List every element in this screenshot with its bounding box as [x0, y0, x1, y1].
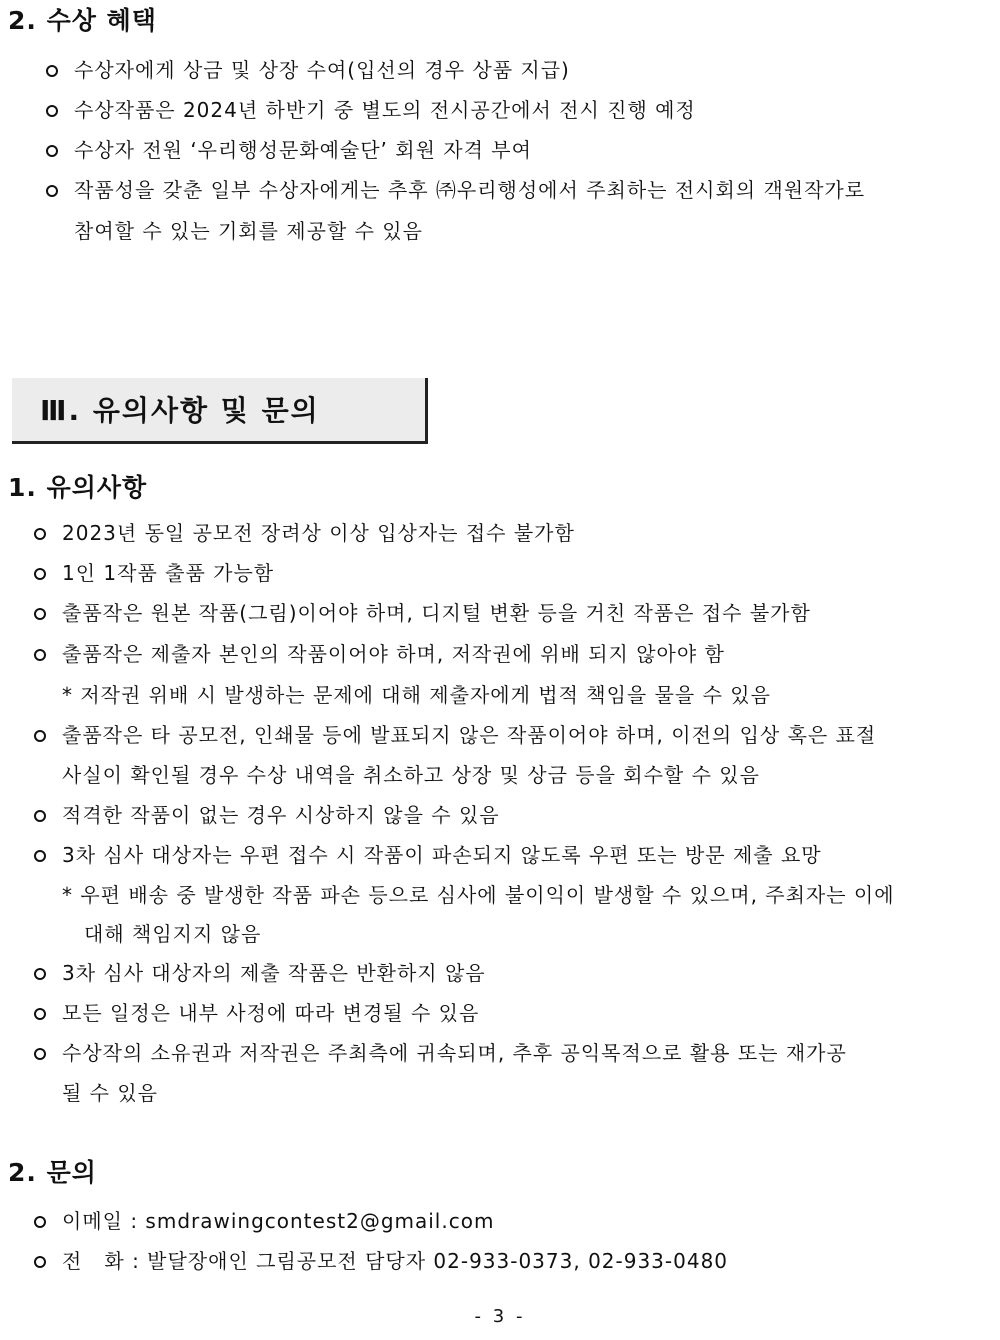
list-item-continuation: 될 수 있음 — [62, 1081, 158, 1105]
contact-email: 이메일 : smdrawingcontest2@gmail.com — [62, 1209, 495, 1233]
bullet-circle-icon — [34, 528, 46, 540]
bullet-circle-icon — [34, 1216, 46, 1228]
bullet-circle-icon — [34, 1008, 46, 1020]
subsection-heading-notes: 1. 유의사항 — [8, 473, 148, 502]
bullet-circle-icon — [34, 968, 46, 980]
bullet-circle-icon — [46, 105, 58, 117]
list-item: 수상작품은 2024년 하반기 중 별도의 전시공간에서 전시 진행 예정 — [74, 98, 696, 122]
bullet-circle-icon — [46, 65, 58, 77]
list-item: 1인 1작품 출품 가능함 — [62, 561, 275, 585]
list-item-continuation: 사실이 확인될 경우 수상 내역을 취소하고 상장 및 상금 등을 회수할 수 있음 — [62, 763, 760, 787]
list-item-note-continuation: 대해 책임지지 않음 — [84, 922, 262, 946]
bullet-circle-icon — [34, 810, 46, 822]
list-item-note: * 우편 배송 중 발생한 작품 파손 등으로 심사에 불이익이 발생할 수 있으며, 주최자는 이에 — [62, 883, 895, 907]
bullet-circle-icon — [34, 568, 46, 580]
list-item: 출품작은 타 공모전, 인쇄물 등에 발표되지 않은 작품이어야 하며, 이전의 입상 혹은 표절 — [62, 723, 877, 747]
list-item: 2023년 동일 공모전 장려상 이상 입상자는 접수 불가함 — [62, 521, 575, 545]
contact-phone: 전 화 : 발달장애인 그림공모전 담당자 02-933-0373, 02-933-0480 — [62, 1249, 729, 1273]
list-item: 3차 심사 대상자의 제출 작품은 반환하지 않음 — [62, 961, 486, 985]
list-item-note: * 저작권 위배 시 발생하는 문제에 대해 제출자에게 법적 책임을 물을 수 있음 — [62, 683, 771, 707]
list-item: 수상자에게 상금 및 상장 수여(입선의 경우 상품 지급) — [74, 58, 570, 82]
bullet-circle-icon — [46, 145, 58, 157]
bullet-circle-icon — [34, 608, 46, 620]
bullet-circle-icon — [34, 730, 46, 742]
section-title: Ⅲ. 유의사항 및 문의 — [40, 394, 320, 427]
subsection-heading-contact: 2. 문의 — [8, 1158, 97, 1187]
bullet-circle-icon — [34, 649, 46, 661]
list-item: 수상작의 소유권과 저작권은 주최측에 귀속되며, 추후 공익목적으로 활용 또는 재가공 — [62, 1041, 847, 1065]
list-item: 수상자 전원 ‘우리행성문화예술단’ 회원 자격 부여 — [74, 138, 532, 162]
list-item-continuation: 참여할 수 있는 기회를 제공할 수 있음 — [74, 219, 423, 243]
section-title-box — [12, 378, 428, 444]
bullet-circle-icon — [34, 850, 46, 862]
list-item: 작품성을 갖춘 일부 수상자에게는 추후 ㈜우리행성에서 주최하는 전시회의 객원작가로 — [74, 178, 866, 202]
list-item: 출품작은 제출자 본인의 작품이어야 하며, 저작권에 위배 되지 않아야 함 — [62, 642, 725, 666]
bullet-circle-icon — [34, 1048, 46, 1060]
list-item: 3차 심사 대상자는 우편 접수 시 작품이 파손되지 않도록 우편 또는 방문 제출 요망 — [62, 843, 822, 867]
list-item: 모든 일정은 내부 사정에 따라 변경될 수 있음 — [62, 1001, 480, 1025]
list-item: 적격한 작품이 없는 경우 시상하지 않을 수 있음 — [62, 803, 500, 827]
section-heading-award: 2. 수상 혜택 — [8, 6, 157, 35]
page-number: - 3 - — [474, 1306, 526, 1327]
list-item: 출품작은 원본 작품(그림)이어야 하며, 디지털 변환 등을 거친 작품은 접수 불가함 — [62, 601, 811, 625]
bullet-circle-icon — [34, 1256, 46, 1268]
bullet-circle-icon — [46, 185, 58, 197]
